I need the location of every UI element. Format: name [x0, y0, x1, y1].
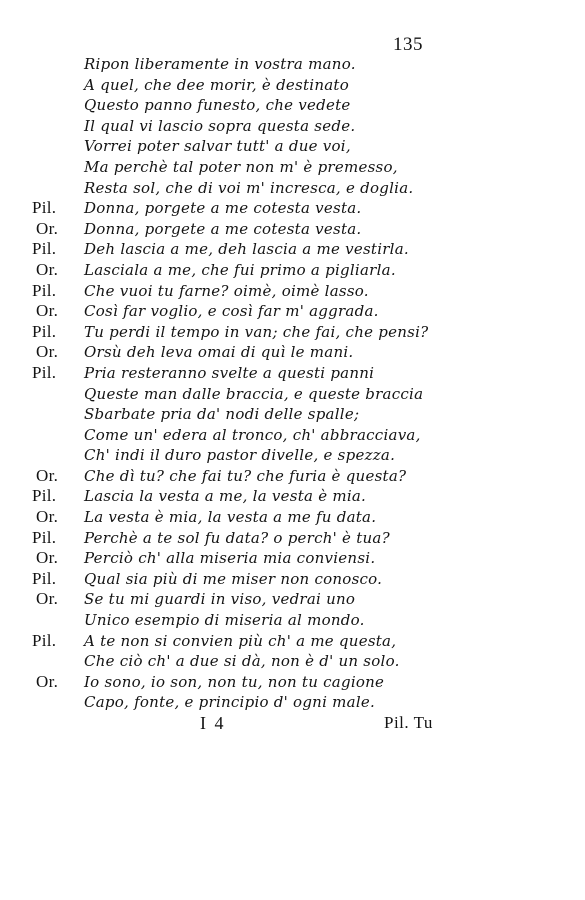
verse-text: Come un' edera al tronco, ch' abbracciava, [84, 425, 421, 444]
verse-text: Ma perchè tal poter non m' è premesso, [84, 157, 398, 176]
verse-text: Orsù deh leva omai di quì le mani. [84, 343, 354, 362]
verse-text: Che vuoi tu farne? oimè, oimè lasso. [84, 281, 369, 300]
speaker-label: Pil. [32, 527, 57, 547]
speaker-label: Pil. [32, 321, 57, 341]
verse-text: Ripon liberamente in vostra mano. [84, 55, 356, 73]
verse-line [0, 178, 585, 199]
verse-line [0, 445, 585, 466]
verse-text: Donna, porgete a me cotesta vesta. [84, 219, 362, 238]
verse-text: Io sono, io son, non tu, non tu cagione [84, 672, 385, 691]
verse-line [0, 384, 585, 405]
verse-line [0, 610, 585, 631]
verse-line [0, 260, 585, 281]
verse-text: Queste man dalle braccia, e queste braccia [84, 384, 424, 403]
speaker-label: Or. [36, 342, 59, 362]
speaker-label: Or. [36, 301, 59, 321]
verse-text: Resta sol, che di voi m' incresca, e doglia. [84, 178, 414, 197]
verse-line [0, 95, 585, 116]
verse-text: Lasciala a me, che fui primo a pigliarla. [84, 260, 396, 279]
verse-line [0, 281, 585, 302]
verse-text: Vorrei poter salvar tutt' a due voi, [84, 137, 351, 156]
verse-line [0, 363, 585, 384]
verse-lines [0, 54, 585, 713]
speaker-label: Pil. [32, 362, 57, 382]
verse-text: A quel, che dee morir, è destinato [84, 75, 349, 94]
speaker-label: Or. [36, 465, 59, 485]
verse-line [0, 672, 585, 693]
speaker-label: Pil. [32, 630, 57, 650]
verse-line [0, 569, 585, 590]
speaker-label: Or. [36, 671, 59, 691]
speaker-label: Pil. [32, 280, 57, 300]
verse-line [0, 198, 585, 219]
verse-line [0, 651, 585, 672]
verse-text: Sbarbate pria da' nodi delle spalle; [84, 405, 360, 424]
verse-line [0, 75, 585, 96]
signature-mark: I 4 [200, 713, 226, 733]
verse-text: Perchè a te sol fu data? o perch' è tua? [84, 528, 390, 547]
verse-text: Che ciò ch' a due si dà, non è d' un solo. [84, 652, 400, 671]
verse-text: Pria resteranno svelte a questi panni [84, 363, 375, 382]
verse-line [0, 322, 585, 343]
verse-text: Questo panno funesto, che vedete [84, 96, 351, 115]
speaker-label: Or. [36, 507, 59, 527]
verse-line [0, 301, 585, 322]
page-footer [0, 713, 585, 735]
verse-line [0, 589, 585, 610]
verse-line [0, 342, 585, 363]
speaker-label: Or. [36, 548, 59, 568]
verse-line [0, 404, 585, 425]
speaker-label: Or. [36, 218, 59, 238]
verse-text: Ch' indi il duro pastor divelle, e spezza. [84, 446, 396, 465]
verse-text: Il qual vi lascio sopra questa sede. [84, 116, 356, 135]
verse-text: Se tu mi guardi in viso, vedrai uno [84, 590, 356, 609]
speaker-label: Pil. [32, 568, 57, 588]
speaker-label: Pil. [32, 486, 57, 506]
speaker-label: Pil. [32, 198, 57, 218]
verse-text: Unico esempio di miseria al mondo. [84, 611, 365, 630]
verse-text: Qual sia più di me miser non conosco. [84, 569, 383, 588]
verse-line [0, 54, 585, 75]
verse-text: La vesta è mia, la vesta a me fu data. [84, 508, 377, 527]
verse-line [0, 219, 585, 240]
verse-line [0, 631, 585, 652]
speaker-label: Or. [36, 259, 59, 279]
verse-text: Che dì tu? che fai tu? che furia è questa? [84, 466, 407, 485]
verse-text: A te non si convien più ch' a me questa, [84, 631, 397, 650]
verse-line [0, 507, 585, 528]
catchword: Pil. Tu [384, 713, 433, 732]
page-number: 135 [393, 34, 423, 55]
verse-text: Capo, fonte, e principio d' ogni male. [84, 693, 376, 712]
speaker-label: Or. [36, 589, 59, 609]
verse-text: Donna, porgete a me cotesta vesta. [84, 199, 362, 218]
verse-line [0, 425, 585, 446]
verse-line [0, 486, 585, 507]
verse-line [0, 548, 585, 569]
verse-line [0, 136, 585, 157]
verse-text: Perciò ch' alla miseria mia conviensi. [84, 549, 376, 568]
verse-line [0, 692, 585, 713]
verse-text: Tu perdi il tempo in van; che fai, che pensi? [84, 322, 429, 341]
verse-text: Così far voglio, e così far m' aggrada. [84, 302, 379, 321]
speaker-label: Pil. [32, 239, 57, 259]
verse-line [0, 466, 585, 487]
verse-line [0, 157, 585, 178]
verse-text: Lascia la vesta a me, la vesta è mia. [84, 487, 367, 506]
verse-text: Deh lascia a me, deh lascia a me vestirla. [84, 240, 409, 259]
verse-line [0, 116, 585, 137]
verse-line [0, 239, 585, 260]
verse-line [0, 528, 585, 549]
